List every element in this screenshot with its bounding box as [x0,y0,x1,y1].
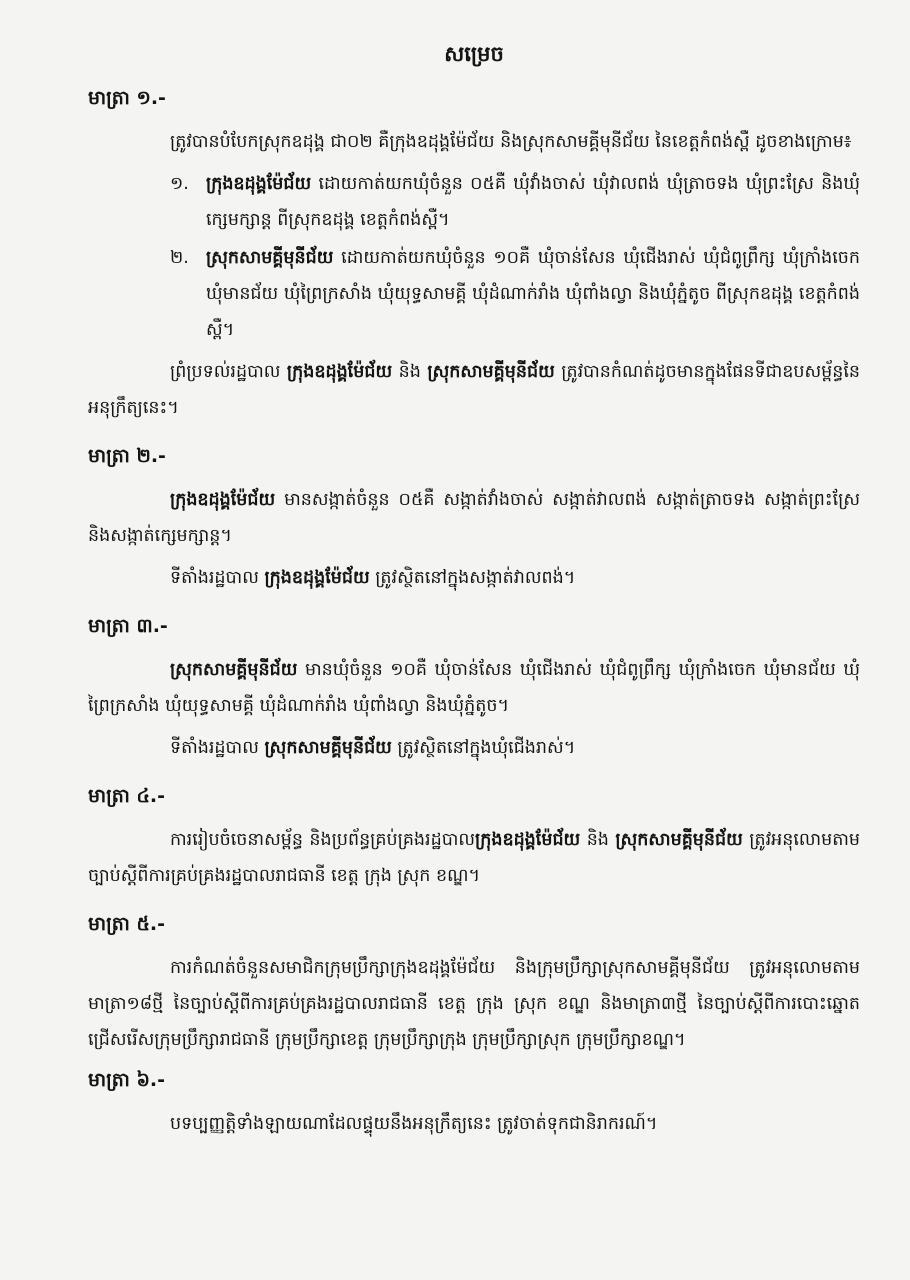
district-name: ស្រុកសាមគ្គីមុនីជ័យ [206,248,334,268]
text-run: ត្រូវស្ថិតនៅក្នុងឃុំជើងរាស់។ [391,738,576,758]
text-run: ទីតាំងរដ្ឋបាល [170,568,265,588]
list-item-text [206,166,860,238]
text-run: មានឃុំចំនួន ១០គឺ ឃុំចាន់សែន ឃុំជើងរាស់ ឃុំជំពូព្រឹក្ស ឃុំក្រាំងចេក ឃុំមានជ័យ ឃុំព្រៃក្រសាំង ឃុំយុទ្ធសាមគ្គី ឃុំដំណាក់រាំង ឃុំពាំងល្វា និងឃុំភ្នំតូច។ [88,660,860,716]
list-item [88,166,860,238]
article-4-paragraph-1 [88,822,860,894]
text-run: ទីតាំងរដ្ឋបាល [170,738,265,758]
article-1-intro: ត្រូវបានបំបែកស្រុកឧដុង្គ ជា០២ គឺក្រុងឧដុង្គម៉ែជ័យ និងស្រុកសាមគ្គីមុនីជ័យ នៃខេត្តកំពង់ស្ពឺ ដូចខាងក្រោម៖ [170,132,852,152]
article-heading: មាត្រា ៥.- [88,913,166,935]
text-run: និង [580,830,616,850]
text-run: មានសង្កាត់ចំនួន ០៥គឺ សង្កាត់វាំងចាស់ សង្កាត់វាលពង់ សង្កាត់ត្រាចទង សង្កាត់ព្រះស្រែ និងសង្កាត់ក្សេមក្សាន្ត។ [88,490,860,546]
text-run: ត្រូវបានកំណត់ដូចមានក្នុងផែនទីជាឧបសម្ព័ន្ធនៃអនុក្រឹត្យនេះ។ [88,362,861,418]
text-run: និង [392,362,428,382]
list-item-body: ដោយកាត់យកឃុំចំនួន ០៥គឺ ឃុំវាំងចាស់ ឃុំវាលពង់ ឃុំត្រាចទង ឃុំព្រះស្រែ និងឃុំក្សេមក្សាន្ត ពីស្រុកឧដុង្គ ខេត្តកំពង់ស្ពឺ។ [206,174,860,230]
article-3-paragraph-2 [88,730,860,766]
city-name: ក្រុងឧដុង្គម៉ែជ័យ [475,830,581,850]
article-2-paragraph-2 [88,560,860,596]
text-run: ត្រូវអនុលោមតាមច្បាប់ស្តីពីការគ្រប់គ្រងរដ្ឋបាលរាជធានី ខេត្ត ក្រុង ស្រុក ខណ្ឌ។ [88,830,861,886]
article-heading: មាត្រា ១.- [88,87,166,109]
article-1 [88,82,860,426]
city-name: ក្រុងឧដុង្គម៉ែជ័យ [264,568,370,588]
article-1-closing [88,354,860,426]
district-name: ស្រុកសាមគ្គីមុនីជ័យ [264,738,392,758]
article-2 [88,440,860,596]
district-name: ស្រុកសាមគ្គីមុនីជ័យ [170,660,298,680]
district-name: ស្រុកសាមគ្គីមុនីជ័យ [615,830,743,850]
article-5-paragraph-1: ការកំណត់ចំនួនសមាជិកក្រុមប្រឹក្សាក្រុងឧដុង្គម៉ែជ័យ និងក្រុមប្រឹក្សាស្រុកសាមគ្គីមុនីជ័យ ត្រូវអនុលោមតាមមាត្រា១៨ថ្មី នៃច្បាប់ស្តីពីការគ្រប់គ្រងរដ្ឋបាលរាជធានី ខេត្ត ក្រុង ស្រុក ខណ្ឌ និងមាត្រា៣ថ្មី នៃច្បាប់ស្តីពីការបោះឆ្នោតជ្រើសរើសក្រុមប្រឹក្សារាជធានី ក្រុមប្រឹក្សាខេត្ត ក្រុមប្រឹក្សាក្រុង ក្រុមប្រឹក្សាស្រុក ក្រុមប្រឹក្សាខណ្ឌ។ [88,958,860,1050]
list-item-number: ២. [170,248,189,268]
city-name: ក្រុងឧដុង្គម៉ែជ័យ [170,490,276,510]
city-name: ក្រុងឧដុង្គម៉ែជ័យ [206,174,312,194]
list-item [88,240,860,348]
city-name: ក្រុងឧដុង្គម៉ែជ័យ [286,362,393,382]
article-3 [88,610,860,766]
list-item-number: ១. [170,174,189,194]
article-heading: មាត្រា ៦.- [88,1069,166,1091]
article-heading: មាត្រា ៤.- [88,785,166,807]
article-5 [88,908,860,1058]
article-3-paragraph-1 [88,652,860,724]
text-run: ការរៀបចំចេនាសម្ព័ន្ធ និងប្រព័ន្ធគ្រប់គ្រងរដ្ឋបាល [170,830,476,850]
article-2-paragraph-1 [88,482,860,554]
text-run: ត្រូវស្ថិតនៅក្នុងសង្កាត់វាលពង់។ [369,568,576,588]
article-heading: មាត្រា ៣.- [88,615,168,637]
document-title: សម្រេច [444,42,504,66]
article-1-list [88,166,860,348]
district-name: ស្រុកសាមគ្គីមុនីជ័យ [427,362,555,382]
text-run: ព្រំប្រទល់រដ្ឋបាល [170,362,287,382]
list-item-body: ដោយកាត់យកឃុំចំនួន ១០គឺ ឃុំចាន់សែន ឃុំជើងរាស់ ឃុំជំពូព្រឹក្ស ឃុំក្រាំងចេក ឃុំមានជ័យ ឃុំព្រៃក្រសាំង ឃុំយុទ្ធសាមគ្គី ឃុំដំណាក់រាំង ឃុំពាំងល្វា និងឃុំភ្នំតូច ពីស្រុកឧដុង្គ ខេត្តកំពង់ស្ពឺ។ [206,248,860,340]
article-heading: មាត្រា ២.- [88,445,166,467]
article-4 [88,780,860,894]
article-6 [88,1064,860,1142]
list-item-text [206,240,860,348]
article-6-paragraph-1: បទប្បញ្ញត្តិទាំងឡាយណាដែលផ្ទុយនឹងអនុក្រឹត្យនេះ ត្រូវចាត់ទុកជានិរាករណ៍។ [170,1114,658,1134]
